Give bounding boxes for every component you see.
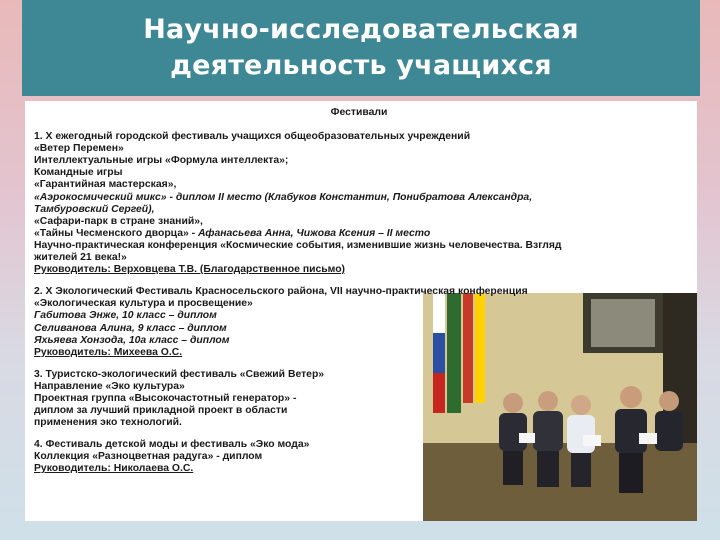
festival4-line1: 4. Фестиваль детской моды и фестиваль «Эко мода» xyxy=(34,439,310,451)
festival1-line6: «Аэрокосмический микс» - диплом II место (Клабуков Константин, Понибратова Александра, xyxy=(34,191,533,203)
festival3-line2: Направление «Эко культура» xyxy=(34,380,185,392)
festival1-line9-winners: Афанасьева Анна, Чижова Ксения – II место xyxy=(198,227,431,239)
festival1-line1: 1. X ежегодный городской фестиваль учащихся общеобразовательных учреждений xyxy=(34,131,471,143)
title-banner xyxy=(22,0,700,96)
festival3-line4: диплом за лучший прикладной проект в области xyxy=(34,405,288,417)
festival1-line11: жителей 21 века!» xyxy=(34,252,127,264)
festival1-line5: «Гарантийная мастерская», xyxy=(34,179,177,191)
festival3-line5: применения эко технологий. xyxy=(34,417,182,429)
festival3-line3: Проектная группа «Высокочастотный генератор» - xyxy=(34,392,297,404)
festival2-line2: «Экологическая культура и просвещение» xyxy=(34,298,253,310)
slide-title-line-2: деятельность учащихся xyxy=(170,50,552,81)
festival1-line2: «Ветер Перемен» xyxy=(34,143,124,155)
festival1-line3: Интеллектуальные игры «Формула интеллекта»; xyxy=(34,155,289,167)
festivals-text xyxy=(34,107,694,476)
content-panel xyxy=(25,101,697,521)
festival1-line9-title: «Тайны Чесменского дворца» - xyxy=(34,227,198,239)
festival4-line2: Коллекция «Разноцветная радуга» - диплом xyxy=(34,451,263,463)
festival1-line4: Командные игры xyxy=(34,167,123,179)
festival2-line4: Селиванова Алина, 9 класс – диплом xyxy=(34,322,227,334)
festival2-line3: Габитова Энже, 10 класс – диплом xyxy=(34,310,217,322)
festival2-line1: 2. X Экологический Фестиваль Красносельского района, VII научно-практическая конференция xyxy=(34,286,528,298)
festival2-supervisor: Руководитель: Михеева О.С. xyxy=(34,346,183,358)
festival1-line8: «Сафари-парк в стране знаний», xyxy=(34,215,203,227)
festival1-line9 xyxy=(34,228,694,240)
section-heading: Фестивали xyxy=(330,107,388,118)
festival1-line7: Тамбуровский Сергей), xyxy=(34,203,155,215)
festival3-line1: 3. Туристско-экологический фестиваль «Свежий Ветер» xyxy=(34,368,325,380)
festival2-line5: Яхьяева Хонзода, 10а класс – диплом xyxy=(34,334,230,346)
festival1-line10: Научно-практическая конференция «Космические события, изменившие жизнь человечества. Взгляд xyxy=(34,239,562,251)
slide-title-line-1: Научно-исследовательская xyxy=(143,14,579,45)
festival1-supervisor: Руководитель: Верховцева Т.В. (Благодарственное письмо) xyxy=(34,264,346,276)
festival4-supervisor: Руководитель: Николаева О.С. xyxy=(34,463,194,475)
